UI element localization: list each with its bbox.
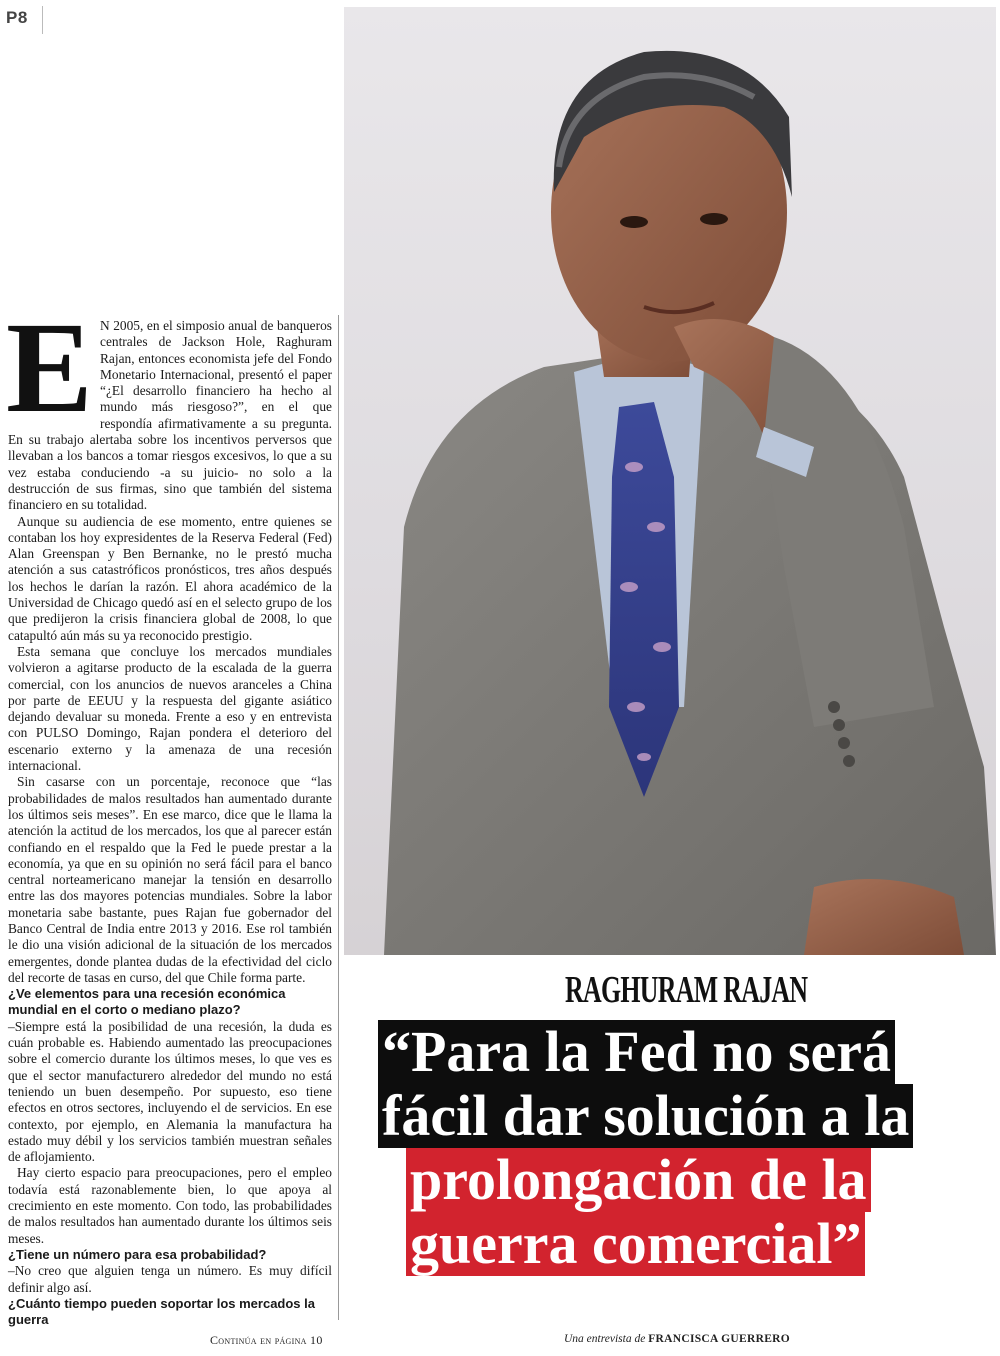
interview-question: ¿Cuánto tiempo pueden soportar los mercados la guerra	[8, 1295, 315, 1328]
interview-answer: Hay cierto espacio para preocupaciones, pero el empleo todavía está razonablemente bien, lo que apoya al crecimiento en este momento. Con todo, las probabilidades de malos resultados han aumentado durante los últimos seis meses.	[8, 1165, 332, 1246]
byline-prefix: Una entrevista de	[564, 1333, 646, 1345]
portrait-photo	[344, 7, 996, 955]
article-body	[6, 296, 332, 1328]
headline-line: “Para la Fed no será	[378, 1020, 895, 1084]
article-paragraph: Esta semana que concluye los mercados mundiales volvieron a agitarse producto de la escalada de la guerra comercial, con los anuncios de nuevos aranceles a China por parte de EEUU y la respuesta del gigante asiático dejando devaluar su moneda. Frente a eso y en entrevista con PULSO Domingo, Rajan pondera el deterioro del escenario externo y la amenaza de una recesión internacional.	[8, 643, 332, 774]
byline-author: FRANCISCA GUERRERO	[648, 1333, 791, 1345]
interview-question: ¿Ve elementos para una recesión económica mundial en el corto o mediano plazo?	[8, 986, 286, 1018]
interview-answer: –No creo que alguien tenga un número. Es muy difícil definir algo así.	[8, 1263, 332, 1295]
headline-line-highlight: guerra comercial”	[406, 1212, 865, 1276]
headline-line: fácil dar solución a la	[378, 1084, 913, 1148]
portrait-illustration	[344, 7, 996, 955]
page-number-divider	[42, 6, 43, 34]
interviewee-name: RAGHURAM RAJAN	[565, 969, 808, 1011]
continued-on-page-note: Continúa en página 10	[210, 1333, 323, 1347]
interview-question: ¿Tiene un número para esa probabilidad?	[8, 1246, 267, 1262]
interview-answer: –Siempre está la posibilidad de una recesión, la duda es cuán probable es. Habiendo aumentado las preocupaciones sobre el comercio durante los últimos meses, lo que ves es que el sector manufacturero alrededor del mundo no está teniendo un buen desempeño. Por supuesto, eso tiene efectos en otros sectores, incluyendo el de servicios. En ese contexto, por ejemplo, en Alemania la manufactura ha estado muy débil y los servicios también muestran señales de aflojamiento.	[8, 1018, 332, 1165]
drop-cap: E	[6, 296, 93, 440]
byline	[564, 1333, 790, 1345]
article-paragraph: Aunque su audiencia de ese momento, entre quienes se contaban los hoy expresidentes de la Reserva Federal (Fed) Alan Greenspan y Ben Bernanke, no le prestó mucha atención a sus catastróficos pronósticos, tres años después los hechos le darían la razón. El ahora académico de la Universidad de Chicago quedó así en el selecto grupo de los que predijeron la crisis financiera global de 2008, lo que catapultó aún más su ya reconocido prestigio.	[8, 513, 332, 643]
article-paragraph: E N 2005, en el simposio anual de banqueros centrales de Jackson Hole, Raghuram Rajan, entonces economista jefe del Fondo Monetario Internacional, presentó el paper “¿El desarrollo financiero ha hecho al mundo más riesgoso?”, en el que respondía afirmativamente a su pregunta. En su trabajo alertaba sobre los incentivos perversos que llevaban a los bancos a tomar riesgos excesivos, lo que a su vez estaba conduciendo -a su juicio- no solo a la destrucción de sus firmas, sino que también del sistema financiero en su totalidad.	[6, 296, 332, 513]
page-number: P8	[6, 8, 28, 27]
article-paragraph: Sin casarse con un porcentaje, reconoce que “las probabilidades de malos resultados han aumentado durante los últimos seis meses”. En ese marco, dice que le llama la atención la actitud de los mercados, los que al parecer están confiando en el respaldo que la Fed le puede prestar a la economía, ya que en su opinión no será fácil para el banco central norteamericano manejar la tensión en desarrollo entre las dos mayores potencias mundiales. Sobre la labor monetaria sabe bastante, pues Rajan fue gobernador del Banco Central de India entre 2013 y 2016. Ese rol también le dio una visión adicional de la situación de los mercados emergentes, donde plantea dudas de la efectividad del ciclo del recorte de tasas en curso, del que Chile forma parte.	[8, 774, 332, 985]
column-divider	[338, 315, 339, 1320]
headline-line-highlight: prolongación de la	[406, 1148, 871, 1212]
